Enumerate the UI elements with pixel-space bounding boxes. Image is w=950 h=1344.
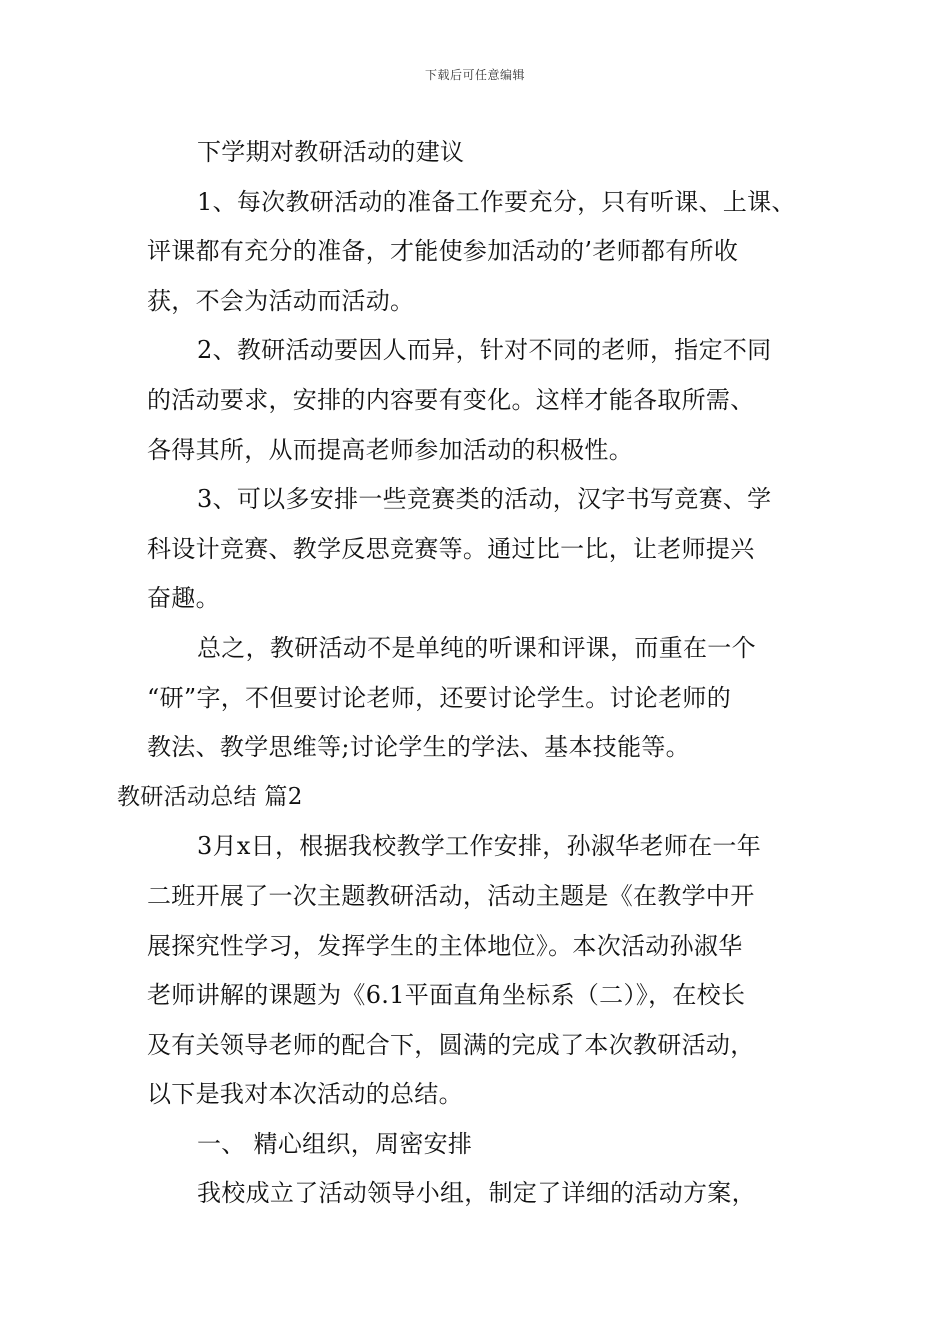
paragraph-line: 评课都有充分的准备，才能使参加活动的’老师都有所收 [147, 237, 739, 266]
paragraph-line: 科设计竞赛、教学反思竞赛等。通过比一比，让老师提兴 [147, 534, 755, 563]
page-header-note: 下载后可任意编辑 [424, 68, 525, 82]
paragraph-line: 1、每次教研活动的准备工作要充分，只有听课、上课、 [197, 187, 796, 216]
paragraph-line: 的活动要求，安排的内容要有变化。这样才能各取所需、 [147, 385, 755, 414]
paragraph-line: “研”字，不但要讨论老师，还要讨论学生。讨论老师的 [147, 683, 732, 712]
document-body [117, 128, 827, 1219]
section-heading-summary: 教研活动总结 篇2 [117, 783, 303, 810]
subheading-organize: 一、 精心组织，周密安排 [197, 1129, 473, 1158]
paragraph-line: 奋趣。 [147, 584, 220, 613]
paragraph-line: 教法、教学思维等;讨论学生的学法、基本技能等。 [147, 733, 690, 762]
paragraph-line: 及有关领导老师的配合下，圆满的完成了本次教研活动， [147, 1030, 755, 1059]
paragraph-line: 各得其所，从而提高老师参加活动的积极性。 [147, 435, 633, 464]
paragraph-line: 我校成立了活动领导小组，制定了详细的活动方案， [197, 1179, 756, 1208]
paragraph-line: 以下是我对本次活动的总结。 [147, 1080, 463, 1109]
paragraph-line: 3月x日，根据我校教学工作安排，孙淑华老师在一年 [197, 832, 762, 861]
paragraph-line: 2、教研活动要因人而异，针对不同的老师，指定不同 [197, 336, 772, 365]
paragraph-line: 3、可以多安排一些竞赛类的活动，汉字书写竞赛、学 [197, 485, 772, 514]
paragraph-line: 展探究性学习，发挥学生的主体地位》。本次活动孙淑华 [147, 931, 743, 960]
paragraph-line: 老师讲解的课题为《6.1平面直角坐标系（二）》，在校长 [147, 981, 746, 1010]
paragraph-line: 二班开展了一次主题教研活动，活动主题是《在教学中开 [147, 881, 755, 910]
paragraph-line: 总之，教研活动不是单纯的听课和评课，而重在一个 [197, 633, 756, 662]
section-title-suggestions: 下学期对教研活动的建议 [197, 138, 465, 166]
paragraph-line: 获，不会为活动而活动。 [147, 286, 415, 315]
